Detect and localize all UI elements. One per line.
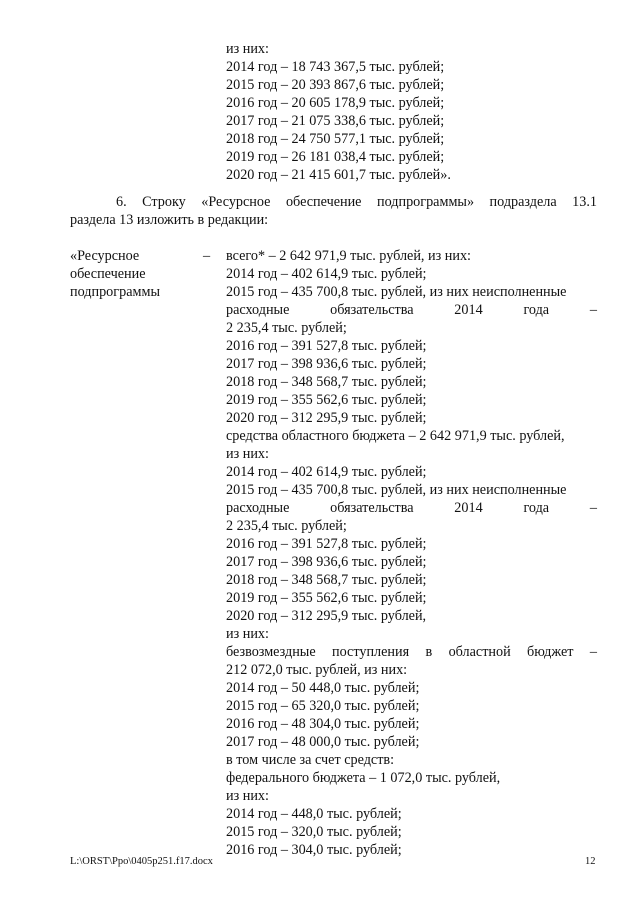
text-line: 2017 год – 398 936,6 тыс. рублей; [226, 554, 427, 570]
text-line: 2020 год – 21 415 601,7 тыс. рублей». [226, 167, 451, 183]
text-line: 2015 год – 20 393 867,6 тыс. рублей; [226, 77, 445, 93]
text-line: 2016 год – 304,0 тыс. рублей; [226, 842, 402, 858]
word: – [589, 500, 597, 516]
text-line: 2016 год – 48 304,0 тыс. рублей; [226, 716, 420, 732]
text-line: 2019 год – 355 562,6 тыс. рублей; [226, 590, 427, 606]
text-line: 2014 год – 18 743 367,5 тыс. рублей; [226, 59, 445, 75]
word: года [523, 500, 550, 516]
text-line: 212 072,0 тыс. рублей, из них: [226, 662, 408, 678]
text-line: 2014 год – 402 614,9 тыс. рублей; [226, 266, 427, 282]
word: – [589, 644, 597, 660]
resource-provision-values [226, 247, 597, 859]
word: 2014 [454, 500, 483, 516]
text-line: 2019 год – 26 181 038,4 тыс. рублей; [226, 149, 445, 165]
text-line: 2016 год – 391 527,8 тыс. рублей; [226, 338, 427, 354]
label-line: обеспечение [70, 266, 146, 282]
paragraph-line: 6. Строку «Ресурсное обеспечение подпрограммы» подраздела 13.1 [116, 194, 597, 210]
text-line: 2014 год – 50 448,0 тыс. рублей; [226, 680, 420, 696]
text-line: 2015 год – 320,0 тыс. рублей; [226, 824, 402, 840]
text-line: 2017 год – 398 936,6 тыс. рублей; [226, 356, 427, 372]
label-line: «Ресурсное [70, 248, 140, 264]
justified-line [226, 643, 597, 661]
word: расходные [226, 500, 290, 516]
amendment-paragraph-6 [70, 193, 597, 229]
word: бюджет [527, 644, 574, 660]
text-line: 2018 год – 24 750 577,1 тыс. рублей; [226, 131, 445, 147]
word: 2014 [454, 302, 483, 318]
text-line: 2018 год – 348 568,7 тыс. рублей; [226, 572, 427, 588]
text-line: 2014 год – 402 614,9 тыс. рублей; [226, 464, 427, 480]
word: безвозмездные [226, 644, 316, 660]
word: в [425, 644, 433, 660]
text-line: 2015 год – 65 320,0 тыс. рублей; [226, 698, 420, 714]
footer-file-path: L:\ORST\Ppo\0405p251.f17.docx [70, 856, 213, 867]
word: расходные [226, 302, 290, 318]
text-line: 2014 год – 448,0 тыс. рублей; [226, 806, 402, 822]
text-line: 2019 год – 355 562,6 тыс. рублей; [226, 392, 427, 408]
word: обязательства [330, 302, 414, 318]
word: обязательства [330, 500, 414, 516]
text-line: из них: [226, 788, 269, 804]
justified-line [226, 499, 597, 517]
text-line: 2020 год – 312 295,9 тыс. рублей; [226, 410, 427, 426]
word: поступления [332, 644, 410, 660]
text-line: 2015 год – 435 700,8 тыс. рублей, из них неисполненные [226, 284, 567, 300]
previous-funding-breakdown [226, 40, 451, 184]
text-line: 2018 год – 348 568,7 тыс. рублей; [226, 374, 427, 390]
paragraph-line: раздела 13 изложить в редакции: [70, 212, 269, 228]
label-dash: – [203, 248, 211, 264]
justified-line [226, 301, 597, 319]
text-line: в том числе за счет средств: [226, 752, 395, 768]
text-line: всего* – 2 642 971,9 тыс. рублей, из них: [226, 248, 471, 264]
text-line: 2017 год – 48 000,0 тыс. рублей; [226, 734, 420, 750]
row-label [70, 247, 220, 301]
text-line: 2017 год – 21 075 338,6 тыс. рублей; [226, 113, 445, 129]
text-line: 2 235,4 тыс. рублей; [226, 518, 347, 534]
text-line: из них: [226, 41, 269, 57]
word: – [589, 302, 597, 318]
text-line: 2015 год – 435 700,8 тыс. рублей, из них неисполненные [226, 482, 567, 498]
text-line: средства областного бюджета – 2 642 971,9 тыс. рублей, [226, 428, 565, 444]
text-line: из них: [226, 446, 269, 462]
page-number: 12 [585, 856, 596, 867]
text-line: 2 235,4 тыс. рублей; [226, 320, 347, 336]
word: года [523, 302, 550, 318]
label-line: подпрограммы [70, 284, 160, 300]
text-line: 2016 год – 20 605 178,9 тыс. рублей; [226, 95, 445, 111]
text-line: 2020 год – 312 295,9 тыс. рублей, [226, 608, 427, 624]
word: областной [448, 644, 511, 660]
text-line: федерального бюджета – 1 072,0 тыс. рублей, [226, 770, 501, 786]
text-line: 2016 год – 391 527,8 тыс. рублей; [226, 536, 427, 552]
text-line: из них: [226, 626, 269, 642]
